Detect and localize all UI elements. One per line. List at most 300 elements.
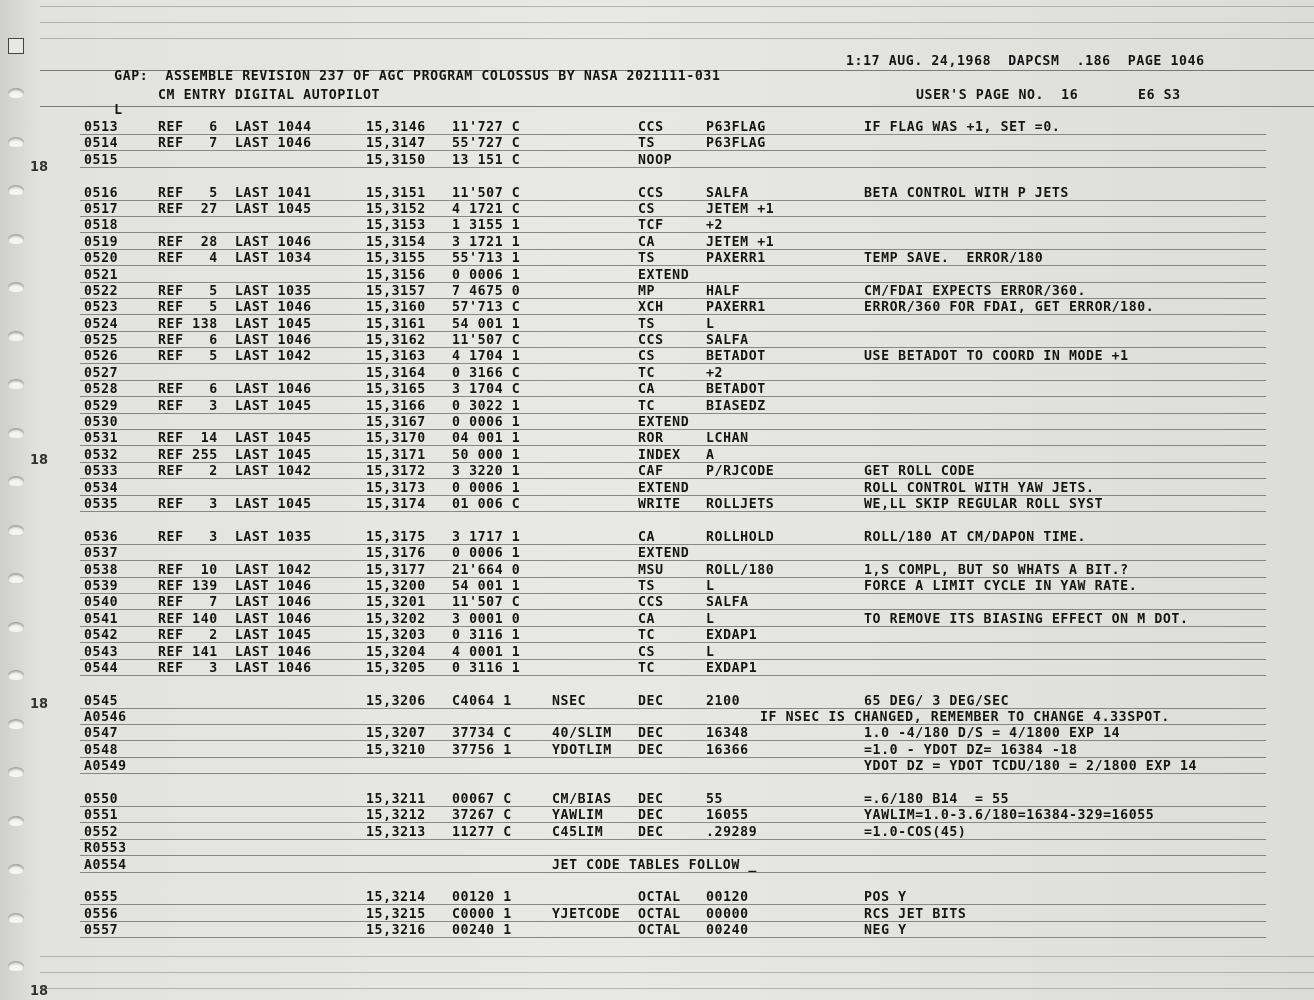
operand: PAXERR1 xyxy=(706,300,766,316)
operand: +2 xyxy=(706,218,724,234)
reference: REF 139 LAST 1046 xyxy=(158,578,312,594)
listing-line xyxy=(0,382,1314,398)
listing-line xyxy=(0,448,1314,464)
reference: REF 2 LAST 1045 xyxy=(158,628,312,644)
listing-line xyxy=(0,218,1314,234)
opcode: INDEX xyxy=(638,447,681,463)
octal-word: 11'727 C xyxy=(452,120,521,135)
address: 15,3200 xyxy=(366,578,426,594)
line-number: 0517 xyxy=(84,201,119,217)
listing-line xyxy=(0,726,1314,742)
line-number: 0541 xyxy=(84,611,119,627)
reference: REF 5 LAST 1042 xyxy=(158,349,312,365)
line-number: 0542 xyxy=(84,628,119,644)
operand: BETADOT xyxy=(706,382,766,398)
symbol-label: YJETCODE xyxy=(552,906,621,922)
comment: NEG Y xyxy=(864,923,907,939)
listing-line xyxy=(0,464,1314,480)
address: 15,3173 xyxy=(366,480,426,496)
operand: JETEM +1 xyxy=(706,234,775,250)
margin-mark: 18 xyxy=(30,697,49,712)
operand: HALF xyxy=(706,283,741,299)
opcode: MSU xyxy=(638,562,664,578)
operand: A xyxy=(706,447,715,463)
listing-line xyxy=(0,186,1314,202)
line-number: 0521 xyxy=(84,267,119,283)
address: 15,3151 xyxy=(366,185,426,201)
octal-word: 3 1717 1 xyxy=(452,529,521,545)
blank-line xyxy=(0,874,1314,890)
octal-word: C0000 1 xyxy=(452,906,512,922)
comment: GET ROLL CODE xyxy=(864,464,976,480)
line-number: 0522 xyxy=(84,283,119,299)
line-number: 0548 xyxy=(84,742,119,758)
address: 15,3161 xyxy=(366,316,426,332)
octal-word: 0 0006 1 xyxy=(452,480,521,496)
comment: WE,LL SKIP REGULAR ROLL SYST xyxy=(864,496,1104,512)
listing-line xyxy=(0,743,1314,759)
address: 15,3204 xyxy=(366,644,426,660)
section-code: L xyxy=(114,103,123,118)
opcode: CA xyxy=(638,234,656,250)
comment: FORCE A LIMIT CYCLE IN YAW RATE. xyxy=(864,578,1138,594)
operand: L xyxy=(706,316,715,332)
margin-mark: 18 xyxy=(30,160,49,175)
comment: =.6/180 B14 = 55 xyxy=(864,792,1010,808)
line-number: 0524 xyxy=(84,316,119,332)
line-number: 0535 xyxy=(84,496,119,512)
line-number: 0545 xyxy=(84,693,119,709)
opcode: TS xyxy=(638,316,656,332)
line-number: 0536 xyxy=(84,529,119,545)
octal-word: 3 3220 1 xyxy=(452,464,521,480)
listing-line xyxy=(0,284,1314,300)
listing-line xyxy=(0,300,1314,316)
octal-word: 54 001 1 xyxy=(452,316,521,332)
address: 15,3202 xyxy=(366,611,426,627)
comment: ROLL/180 AT CM/DAPON TIME. xyxy=(864,529,1087,545)
operand: L xyxy=(706,578,715,594)
print-timestamp: 1:17 AUG. 24,1968 DAPCSM .186 PAGE 1046 xyxy=(846,54,1205,69)
comment: IF NSEC IS CHANGED, REMEMBER TO CHANGE 4.33SPOT. xyxy=(760,710,1170,726)
address: 15,3203 xyxy=(366,628,426,644)
comment: =1.0-COS(45) xyxy=(864,824,967,840)
address: 15,3213 xyxy=(366,824,426,840)
comment: ERROR/360 FOR FDAI, GET ERROR/180. xyxy=(864,300,1155,316)
line-number: 0555 xyxy=(84,890,119,906)
octal-word: 0 0006 1 xyxy=(452,267,521,283)
address: 15,3165 xyxy=(366,382,426,398)
listing-line xyxy=(0,645,1314,661)
opcode: ROR xyxy=(638,431,664,447)
line-number: 0514 xyxy=(84,136,119,152)
listing-line xyxy=(0,202,1314,218)
line-number: 0513 xyxy=(84,120,119,135)
octal-word: 1 3155 1 xyxy=(452,218,521,234)
listing-line xyxy=(0,628,1314,644)
octal-word: 00240 1 xyxy=(452,923,512,939)
line-number: 0557 xyxy=(84,923,119,939)
opcode: MP xyxy=(638,283,656,299)
line-number: 0543 xyxy=(84,644,119,660)
ruled-line xyxy=(40,38,1314,39)
line-number: 0556 xyxy=(84,906,119,922)
listing-line xyxy=(0,497,1314,513)
reference: REF 140 LAST 1046 xyxy=(158,611,312,627)
reference: REF 4 LAST 1034 xyxy=(158,251,312,267)
opcode: EXTEND xyxy=(638,546,690,562)
reference: REF 7 LAST 1046 xyxy=(158,136,312,152)
comment: IF FLAG WAS +1, SET =0. xyxy=(864,120,1061,135)
listing-line xyxy=(0,530,1314,546)
listing-line xyxy=(0,317,1314,333)
address: 15,3155 xyxy=(366,251,426,267)
symbol-label: YAWLIM xyxy=(552,808,604,824)
address: 15,3177 xyxy=(366,562,426,578)
line-number: 0529 xyxy=(84,398,119,414)
operand: EXDAP1 xyxy=(706,628,758,644)
operand: 16055 xyxy=(706,808,749,824)
opcode: DEC xyxy=(638,808,664,824)
operand: 55 xyxy=(706,792,724,808)
address: 15,3157 xyxy=(366,283,426,299)
address: 15,3205 xyxy=(366,660,426,676)
opcode: OCTAL xyxy=(638,923,681,939)
octal-word: 0 0006 1 xyxy=(452,546,521,562)
reference: REF 3 LAST 1045 xyxy=(158,496,312,512)
symbol-label: C45LIM xyxy=(552,824,604,840)
address: 15,3172 xyxy=(366,464,426,480)
operand: 00120 xyxy=(706,890,749,906)
octal-word: 55'727 C xyxy=(452,136,521,152)
comment: CM/FDAI EXPECTS ERROR/360. xyxy=(864,283,1087,299)
operand: 00240 xyxy=(706,923,749,939)
line-number: 0550 xyxy=(84,792,119,808)
listing-line xyxy=(0,612,1314,628)
symbol-label: CM/BIAS xyxy=(552,792,612,808)
octal-word: 50 000 1 xyxy=(452,447,521,463)
reference: REF 255 LAST 1045 xyxy=(158,447,312,463)
operand: JETEM +1 xyxy=(706,201,775,217)
ruled-line xyxy=(40,6,1314,7)
reference: REF 7 LAST 1046 xyxy=(158,595,312,611)
opcode: CCS xyxy=(638,333,664,349)
operand: SALFA xyxy=(706,185,749,201)
opcode: TC xyxy=(638,628,656,644)
listing-line xyxy=(0,431,1314,447)
address: 15,3174 xyxy=(366,496,426,512)
address: 15,3207 xyxy=(366,726,426,742)
listing-line xyxy=(0,907,1314,923)
octal-word: 11'507 C xyxy=(452,595,521,611)
octal-word: 7 4675 0 xyxy=(452,283,521,299)
opcode: TS xyxy=(638,136,656,152)
opcode: DEC xyxy=(638,792,664,808)
operand: 00000 xyxy=(706,906,749,922)
opcode: CS xyxy=(638,349,656,365)
line-number: 0523 xyxy=(84,300,119,316)
octal-word: 3 1704 C xyxy=(452,382,521,398)
address: 15,3160 xyxy=(366,300,426,316)
reference: REF 3 LAST 1046 xyxy=(158,660,312,676)
operand: L xyxy=(706,611,715,627)
operand: ROLL/180 xyxy=(706,562,775,578)
address: 15,3215 xyxy=(366,906,426,922)
listing-line xyxy=(0,268,1314,284)
octal-word: 57'713 C xyxy=(452,300,521,316)
assembly-title: GAP: ASSEMBLE REVISION 237 OF AGC PROGRAM COLOSSUS BY NASA 2021111-031 xyxy=(114,69,721,84)
reference: REF 141 LAST 1046 xyxy=(158,644,312,660)
operand: 2100 xyxy=(706,693,741,709)
address: 15,3210 xyxy=(366,742,426,758)
opcode: CCS xyxy=(638,185,664,201)
reference: REF 3 LAST 1035 xyxy=(158,529,312,545)
section-title: CM ENTRY DIGITAL AUTOPILOT xyxy=(158,88,381,103)
banner-text: JET CODE TABLES FOLLOW _ xyxy=(552,857,757,873)
margin-mark: 18 xyxy=(30,453,49,468)
reference: REF 28 LAST 1046 xyxy=(158,234,312,250)
reference: REF 14 LAST 1045 xyxy=(158,431,312,447)
opcode: EXTEND xyxy=(638,415,690,431)
listing-line xyxy=(0,120,1314,136)
listing-line xyxy=(0,563,1314,579)
listing-line xyxy=(0,808,1314,824)
octal-word: 3 0001 0 xyxy=(452,611,521,627)
reference: REF 5 LAST 1041 xyxy=(158,185,312,201)
listing-line xyxy=(0,759,1314,775)
opcode: DEC xyxy=(638,824,664,840)
opcode: EXTEND xyxy=(638,480,690,496)
comment: POS Y xyxy=(864,890,907,906)
listing-line xyxy=(0,546,1314,562)
operand: LCHAN xyxy=(706,431,749,447)
operand: P/RJCODE xyxy=(706,464,775,480)
listing-line xyxy=(0,595,1314,611)
reference: REF 2 LAST 1042 xyxy=(158,464,312,480)
comment: TEMP SAVE. ERROR/180 xyxy=(864,251,1044,267)
comment: RCS JET BITS xyxy=(864,906,967,922)
line-number: 0534 xyxy=(84,480,119,496)
line-underline xyxy=(80,855,1266,856)
line-number: 0530 xyxy=(84,415,119,431)
blank-line xyxy=(0,776,1314,792)
comment: YDOT DZ = YDOT TCDU/180 = 2/1800 EXP 14 xyxy=(864,759,1198,775)
blank-line xyxy=(0,513,1314,529)
reference: REF 10 LAST 1042 xyxy=(158,562,312,578)
line-number: 0531 xyxy=(84,431,119,447)
line-number: 0539 xyxy=(84,578,119,594)
ruled-line xyxy=(40,956,1314,957)
address: 15,3166 xyxy=(366,398,426,414)
operand: ROLLJETS xyxy=(706,496,775,512)
operand: SALFA xyxy=(706,333,749,349)
blank-line xyxy=(0,677,1314,693)
address: 15,3152 xyxy=(366,201,426,217)
ruled-line xyxy=(40,988,1314,989)
listing-line xyxy=(0,858,1314,874)
octal-word: 11277 C xyxy=(452,824,512,840)
listing-line xyxy=(0,251,1314,267)
reference: REF 5 LAST 1046 xyxy=(158,300,312,316)
punch-square-icon xyxy=(8,38,24,54)
operand: SALFA xyxy=(706,595,749,611)
line-number: 0544 xyxy=(84,660,119,676)
opcode: TCF xyxy=(638,218,664,234)
symbol-label: YDOTLIM xyxy=(552,742,612,758)
address: 15,3163 xyxy=(366,349,426,365)
address: 15,3154 xyxy=(366,234,426,250)
operand: .29289 xyxy=(706,824,758,840)
line-number: 0547 xyxy=(84,726,119,742)
opcode: CS xyxy=(638,644,656,660)
octal-word: 0 3116 1 xyxy=(452,660,521,676)
reference: REF 6 LAST 1046 xyxy=(158,333,312,349)
comment: =1.0 - YDOT DZ= 16384 -18 xyxy=(864,742,1078,758)
octal-word: 55'713 1 xyxy=(452,251,521,267)
line-number: 0520 xyxy=(84,251,119,267)
address: 15,3171 xyxy=(366,447,426,463)
reference: REF 6 LAST 1044 xyxy=(158,120,312,135)
octal-word: 0 3166 C xyxy=(452,365,521,381)
reference: REF 3 LAST 1045 xyxy=(158,398,312,414)
comment: 1.0 -4/180 D/S = 4/1800 EXP 14 xyxy=(864,726,1121,742)
operand: BIASEDZ xyxy=(706,398,766,414)
blank-line xyxy=(0,169,1314,185)
symbol-label: NSEC xyxy=(552,693,587,709)
operand: EXDAP1 xyxy=(706,660,758,676)
listing-line xyxy=(0,792,1314,808)
listing-line xyxy=(0,579,1314,595)
octal-word: 00067 C xyxy=(452,792,512,808)
comment: 65 DEG/ 3 DEG/SEC xyxy=(864,693,1010,709)
symbol-label: 40/SLIM xyxy=(552,726,612,742)
address: 15,3201 xyxy=(366,595,426,611)
line-number: 0537 xyxy=(84,546,119,562)
octal-word: 0 3116 1 xyxy=(452,628,521,644)
address: 15,3150 xyxy=(366,152,426,168)
octal-word: 0 3022 1 xyxy=(452,398,521,414)
octal-word: C4064 1 xyxy=(452,693,512,709)
opcode: OCTAL xyxy=(638,906,681,922)
listing-line xyxy=(0,661,1314,677)
listing-line xyxy=(0,415,1314,431)
octal-word: 3 1721 1 xyxy=(452,234,521,250)
comment: USE BETADOT TO COORD IN MODE +1 xyxy=(864,349,1129,365)
address: 15,3212 xyxy=(366,808,426,824)
reference: REF 138 LAST 1045 xyxy=(158,316,312,332)
line-number: 0525 xyxy=(84,333,119,349)
line-number: 0532 xyxy=(84,447,119,463)
listing-line xyxy=(0,694,1314,710)
address: 15,3146 xyxy=(366,120,426,135)
comment: TO REMOVE ITS BIASING EFFECT ON M DOT. xyxy=(864,611,1189,627)
address: 15,3170 xyxy=(366,431,426,447)
opcode: DEC xyxy=(638,742,664,758)
line-number: 0551 xyxy=(84,808,119,824)
address: 15,3206 xyxy=(366,693,426,709)
line-number: 0552 xyxy=(84,824,119,840)
octal-word: 37756 1 xyxy=(452,742,512,758)
assembly-listing xyxy=(0,120,1314,940)
line-number: A0554 xyxy=(84,857,127,873)
comment: 1,S COMPL, BUT SO WHATS A BIT.? xyxy=(864,562,1129,578)
octal-word: 37734 C xyxy=(452,726,512,742)
line-number: 0518 xyxy=(84,218,119,234)
address: 15,3214 xyxy=(366,890,426,906)
margin-mark: 18 xyxy=(30,984,49,999)
line-number: 0516 xyxy=(84,185,119,201)
line-number: A0546 xyxy=(84,710,127,726)
octal-word: 11'507 C xyxy=(452,333,521,349)
octal-word: 11'507 C xyxy=(452,185,521,201)
ruled-line xyxy=(40,22,1314,23)
address: 15,3147 xyxy=(366,136,426,152)
listing-line xyxy=(0,153,1314,169)
opcode: CCS xyxy=(638,595,664,611)
operand: BETADOT xyxy=(706,349,766,365)
address: 15,3216 xyxy=(366,923,426,939)
octal-word: 54 001 1 xyxy=(452,578,521,594)
line-number: 0540 xyxy=(84,595,119,611)
address: 15,3211 xyxy=(366,792,426,808)
opcode: XCH xyxy=(638,300,664,316)
reference: REF 27 LAST 1045 xyxy=(158,201,312,217)
octal-word: 04 001 1 xyxy=(452,431,521,447)
opcode: WRITE xyxy=(638,496,681,512)
listing-line xyxy=(0,136,1314,152)
address: 15,3156 xyxy=(366,267,426,283)
octal-word: 4 1704 1 xyxy=(452,349,521,365)
address: 15,3164 xyxy=(366,365,426,381)
opcode: CA xyxy=(638,382,656,398)
opcode: CS xyxy=(638,201,656,217)
opcode: TS xyxy=(638,251,656,267)
address: 15,3176 xyxy=(366,546,426,562)
line-number: 0528 xyxy=(84,382,119,398)
listing-line xyxy=(0,890,1314,906)
comment: BETA CONTROL WITH P JETS xyxy=(864,185,1069,201)
operand: L xyxy=(706,644,715,660)
opcode: CA xyxy=(638,611,656,627)
listing-line xyxy=(0,366,1314,382)
octal-word: 4 0001 1 xyxy=(452,644,521,660)
line-number: 0538 xyxy=(84,562,119,578)
address: 15,3153 xyxy=(366,218,426,234)
listing-line xyxy=(0,825,1314,841)
operand: 16366 xyxy=(706,742,749,758)
line-number: 0526 xyxy=(84,349,119,365)
opcode: OCTAL xyxy=(638,890,681,906)
ruled-line xyxy=(40,972,1314,973)
octal-word: 0 0006 1 xyxy=(452,415,521,431)
operand: +2 xyxy=(706,365,724,381)
reference: REF 5 LAST 1035 xyxy=(158,283,312,299)
line-number: 0533 xyxy=(84,464,119,480)
opcode: CCS xyxy=(638,120,664,135)
listing-line xyxy=(0,481,1314,497)
listing-line xyxy=(0,349,1314,365)
address: 15,3162 xyxy=(366,333,426,349)
opcode: DEC xyxy=(638,693,664,709)
opcode: NOOP xyxy=(638,152,673,168)
opcode: DEC xyxy=(638,726,664,742)
octal-word: 01 006 C xyxy=(452,496,521,512)
line-number: 0515 xyxy=(84,152,119,168)
feed-hole xyxy=(8,88,24,98)
line-number: R0553 xyxy=(84,841,127,857)
opcode: TC xyxy=(638,365,656,381)
line-number: A0549 xyxy=(84,759,127,775)
